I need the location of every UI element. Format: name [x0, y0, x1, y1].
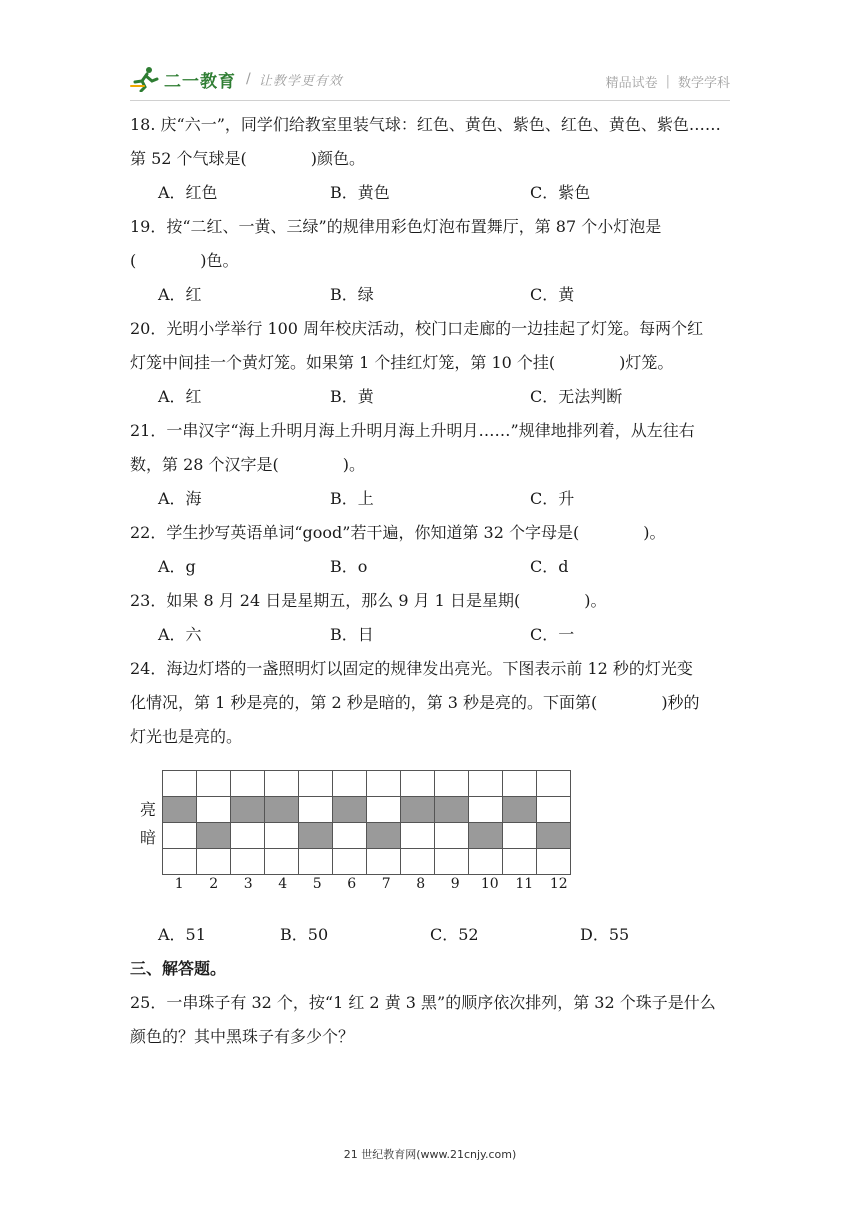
grid-cell — [333, 771, 367, 797]
header-divider: | — [665, 74, 670, 89]
option-a[interactable]: A．g — [158, 557, 196, 576]
options-20 — [130, 380, 730, 414]
grid-cell — [401, 797, 435, 823]
grid-cell — [265, 849, 299, 875]
logo-separator: / — [246, 71, 251, 87]
grid-cell — [503, 823, 537, 849]
options-24 — [130, 918, 730, 952]
option-c[interactable]: C．无法判断 — [530, 387, 623, 406]
grid-cell — [469, 823, 503, 849]
worksheet-content — [130, 108, 730, 1054]
option-c[interactable]: C．一 — [530, 625, 575, 644]
question-18 — [130, 108, 730, 176]
grid-cell — [435, 823, 469, 849]
page-footer: 21 世纪教育网(www.21cnjy.com) — [343, 1148, 517, 1161]
options-23 — [130, 618, 730, 652]
options-18 — [130, 176, 730, 210]
second-number: 4 — [278, 876, 288, 892]
question-text: 19．按“二红、一黄、三绿”的规律用彩色灯泡布置舞厅，第 87 个小灯泡是 — [130, 217, 662, 236]
second-number: 8 — [416, 876, 426, 892]
logo — [130, 66, 343, 92]
second-number: 1 — [174, 876, 184, 892]
grid-cell — [299, 823, 333, 849]
grid-cell — [435, 849, 469, 875]
question-22 — [130, 516, 730, 550]
grid-cell — [231, 849, 265, 875]
second-number: 3 — [243, 876, 253, 892]
grid-row — [163, 797, 571, 823]
second-number: 9 — [450, 876, 460, 892]
grid-cell — [333, 849, 367, 875]
option-b[interactable]: B．o — [330, 557, 368, 576]
grid-cell — [401, 849, 435, 875]
question-23 — [130, 584, 730, 618]
grid-row — [163, 823, 571, 849]
row-label-dark: 暗 — [140, 828, 157, 847]
question-21 — [130, 414, 730, 482]
grid-cell — [503, 797, 537, 823]
option-a[interactable]: A．六 — [158, 625, 202, 644]
option-c[interactable]: C．紫色 — [530, 183, 591, 202]
options-21 — [130, 482, 730, 516]
second-number: 10 — [480, 876, 499, 892]
grid-cell — [537, 771, 571, 797]
question-text: 20．光明小学举行 100 周年校庆活动，校门口走廊的一边挂起了灯笼。每两个红 — [130, 319, 704, 338]
question-text: 22．学生抄写英语单词“good”若干遍，你知道第 32 个字母是( )。 — [130, 523, 666, 542]
question-19 — [130, 210, 730, 278]
header-subject — [606, 72, 730, 91]
option-b[interactable]: B．日 — [330, 625, 374, 644]
grid-cell — [231, 797, 265, 823]
grid-cell — [197, 849, 231, 875]
second-number: 12 — [549, 876, 568, 892]
grid-cell — [163, 771, 197, 797]
grid-cell — [299, 797, 333, 823]
grid-cell — [163, 823, 197, 849]
grid-cell — [469, 771, 503, 797]
header-label-premium: 精品试卷 — [605, 76, 658, 91]
runner-logo-icon — [130, 66, 160, 92]
question-text: 颜色的？其中黑珠子有多少个？ — [130, 1027, 355, 1046]
grid-cell — [537, 849, 571, 875]
light-pattern-grid — [162, 770, 571, 875]
option-a[interactable]: A．51 — [158, 925, 206, 944]
question-text: 18. 庆“六一”，同学们给教室里装气球：红色、黄色、紫色、红色、黄色、紫色…… — [130, 115, 721, 134]
page-header — [130, 62, 730, 102]
header-rule — [130, 100, 730, 101]
grid-cell — [469, 849, 503, 875]
grid-cell — [163, 849, 197, 875]
light-pattern-figure — [130, 764, 730, 914]
row-label-bright: 亮 — [140, 800, 157, 819]
grid-cell — [367, 771, 401, 797]
question-text: 灯光也是亮的。 — [130, 727, 243, 746]
question-text: 第 52 个气球是( )颜色。 — [130, 149, 366, 168]
second-number: 11 — [515, 876, 534, 892]
grid-cell — [197, 797, 231, 823]
question-text: ( )色。 — [130, 251, 239, 270]
grid-cell — [503, 849, 537, 875]
grid-cell — [435, 771, 469, 797]
grid-cell — [333, 797, 367, 823]
option-c[interactable]: C．黄 — [530, 285, 575, 304]
question-text: 灯笼中间挂一个黄灯笼。如果第 1 个挂红灯笼，第 10 个挂( )灯笼。 — [130, 353, 674, 372]
option-b[interactable]: B．50 — [280, 925, 329, 944]
question-text: 23．如果 8 月 24 日是星期五，那么 9 月 1 日是星期( )。 — [130, 591, 607, 610]
grid-cell — [265, 771, 299, 797]
question-20 — [130, 312, 730, 380]
option-b[interactable]: B．黄 — [330, 387, 374, 406]
grid-cell — [537, 823, 571, 849]
grid-cell — [299, 849, 333, 875]
second-number: 7 — [381, 876, 391, 892]
question-text: 21．一串汉字“海上升明月海上升明月海上升明月……”规律地排列着，从左往右 — [130, 421, 695, 440]
option-b[interactable]: B．黄色 — [330, 183, 390, 202]
grid-cell — [197, 771, 231, 797]
second-number: 5 — [312, 876, 322, 892]
grid-cell — [367, 797, 401, 823]
grid-cell — [367, 823, 401, 849]
option-c[interactable]: C．d — [530, 557, 569, 576]
grid-cell — [333, 823, 367, 849]
second-number: 6 — [347, 876, 357, 892]
grid-cell — [299, 771, 333, 797]
logo-slogan: 让教学更有效 — [258, 73, 343, 89]
option-c[interactable]: C．52 — [430, 925, 479, 944]
grid-cell — [503, 771, 537, 797]
option-a[interactable]: A．红色 — [158, 183, 218, 202]
grid-cell — [265, 823, 299, 849]
question-text: 化情况，第 1 秒是亮的，第 2 秒是暗的，第 3 秒是亮的。下面第( )秒的 — [130, 693, 700, 712]
grid-cell — [537, 797, 571, 823]
grid-cell — [231, 823, 265, 849]
option-c[interactable]: C．升 — [530, 489, 575, 508]
option-d[interactable]: D．55 — [580, 925, 630, 944]
option-a[interactable]: A．红 — [158, 285, 202, 304]
logo-text: 二一教育 — [164, 71, 236, 92]
grid-cell — [401, 823, 435, 849]
grid-row — [163, 849, 571, 875]
second-numbers — [162, 876, 576, 892]
grid-cell — [197, 823, 231, 849]
grid-cell — [435, 797, 469, 823]
grid-cell — [469, 797, 503, 823]
grid-cell — [163, 797, 197, 823]
option-b[interactable]: B．上 — [330, 489, 374, 508]
options-19 — [130, 278, 730, 312]
grid-cell — [231, 771, 265, 797]
option-b[interactable]: B．绿 — [330, 285, 374, 304]
option-a[interactable]: A．红 — [158, 387, 202, 406]
question-text: 24．海边灯塔的一盏照明灯以固定的规律发出亮光。下图表示前 12 秒的灯光变 — [130, 659, 693, 678]
section-heading: 三、解答题。 — [130, 959, 227, 978]
question-text: 25．一串珠子有 32 个，按“1 红 2 黄 3 黑”的顺序依次排列，第 32 个珠子是什么 — [130, 993, 716, 1012]
grid-cell — [265, 797, 299, 823]
header-label-subject: 数学学科 — [677, 76, 730, 91]
grid-row — [163, 771, 571, 797]
options-22 — [130, 550, 730, 584]
grid-cell — [401, 771, 435, 797]
question-text: 数，第 28 个汉字是( )。 — [130, 455, 366, 474]
second-number: 2 — [209, 876, 219, 892]
option-a[interactable]: A．海 — [158, 489, 202, 508]
question-24 — [130, 652, 730, 754]
question-25 — [130, 986, 730, 1054]
grid-cell — [367, 849, 401, 875]
